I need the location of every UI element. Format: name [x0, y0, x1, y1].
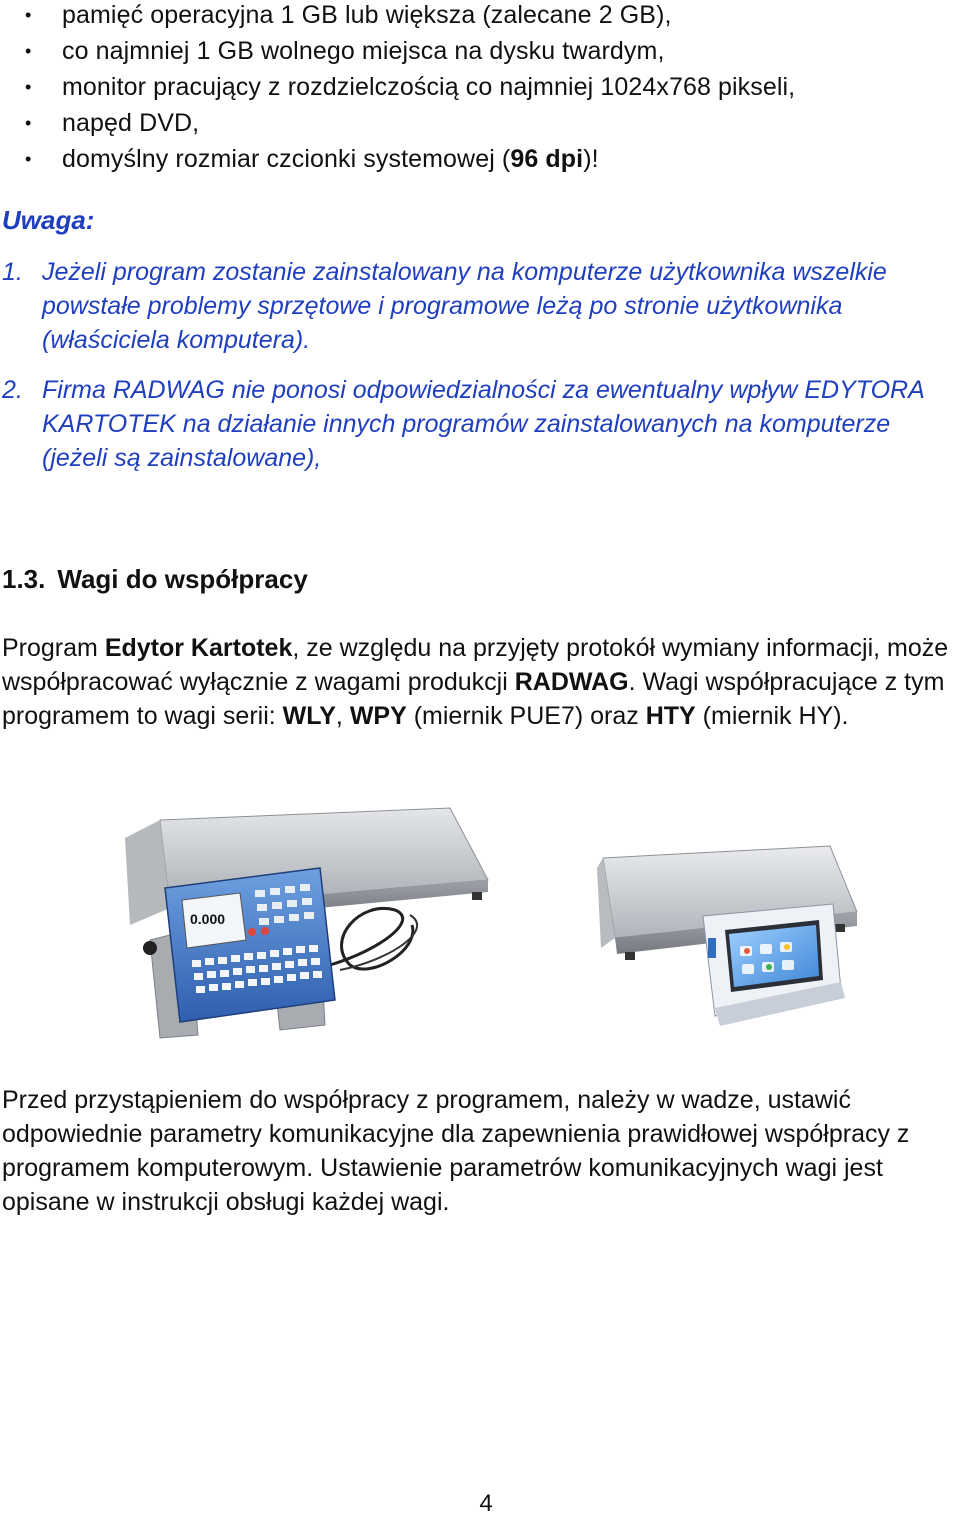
manufacturer-name: RADWAG — [514, 668, 629, 696]
requirement-text-pre: domyślny rozmiar czcionki systemowej ( — [62, 145, 511, 173]
section-number: 1.3. — [2, 564, 46, 594]
paragraph-text: . Wagi współpracujące z tym programem to wagi serii: — [2, 668, 945, 730]
paragraph-text: , ze względu na przyjęty protokół wymiany informacji, może współpracować wyłącznie z wagami produkcji — [2, 634, 949, 696]
precision-scale-with-touch-terminal-image — [595, 840, 860, 1030]
page-number: 4 — [479, 1490, 493, 1517]
warning-note — [0, 255, 960, 357]
paragraph-text: , — [335, 702, 350, 730]
requirement-text — [62, 145, 599, 173]
warning-title: Uwaga: — [2, 205, 95, 235]
requirement-text: pamięć operacyjna 1 GB lub większa (zalecane 2 GB), — [62, 1, 672, 29]
series-name: HTY — [645, 702, 696, 730]
warning-notes — [0, 255, 960, 475]
requirement-item — [0, 105, 795, 141]
note-text: Jeżeli program zostanie zainstalowany na komputerze użytkownika wszelkie powstałe problemy sprzętowe i programowe leżą po stronie użytkownika (właściciela komputera). — [42, 258, 887, 354]
paragraph-text: Program — [2, 634, 105, 662]
warning-note — [0, 373, 960, 475]
note-text: Firma RADWAG nie ponosi odpowiedzialności za ewentualny wpływ EDYTORA KARTOTEK na działanie innych programów zainstalowanych na komputerze (jeżeli są zainstalowane), — [42, 376, 924, 472]
requirement-text: co najmniej 1 GB wolnego miejsca na dysku twardym, — [62, 37, 665, 65]
requirement-text: napęd DVD, — [62, 109, 200, 137]
requirements-list — [0, 0, 795, 177]
bullet-icon: • — [25, 5, 32, 25]
requirement-item — [0, 0, 795, 33]
platform-scale-with-terminal-image — [120, 800, 490, 1040]
series-name: WPY — [349, 702, 407, 730]
bullet-icon: • — [25, 41, 32, 61]
paragraph-text: (miernik PUE7) oraz — [406, 702, 646, 730]
section-heading — [2, 562, 308, 596]
bullet-icon: • — [25, 77, 32, 97]
requirement-text-bold: 96 dpi — [510, 145, 584, 173]
note-number: 1. — [2, 258, 23, 286]
series-name: WLY — [282, 702, 336, 730]
section-title: Wagi do współpracy — [57, 564, 308, 594]
requirement-text: monitor pracujący z rozdzielczością co najmniej 1024x768 pikseli, — [62, 73, 796, 101]
requirement-item — [0, 69, 795, 105]
bullet-icon: • — [25, 113, 32, 133]
program-name: Edytor Kartotek — [104, 634, 293, 662]
bullet-icon: • — [25, 149, 32, 169]
communication-paragraph: Przed przystąpieniem do współpracy z programem, należy w wadze, ustawić odpowiednie parametry komunikacyjne dla zapewnienia prawidłowej współpracy z programem komputerowym. Ustawienie parametrów komunikacyjnych wagi jest opisane w instrukcji obsługi każdej wagi. — [2, 1086, 910, 1216]
terminal-display-value: 0.000 — [190, 911, 226, 927]
compatibility-paragraph — [2, 631, 960, 733]
note-number: 2. — [2, 376, 23, 404]
paragraph-text: (miernik HY). — [695, 702, 849, 730]
requirement-item — [0, 33, 795, 69]
requirement-text-post: )! — [583, 145, 599, 173]
requirement-item — [0, 141, 795, 177]
